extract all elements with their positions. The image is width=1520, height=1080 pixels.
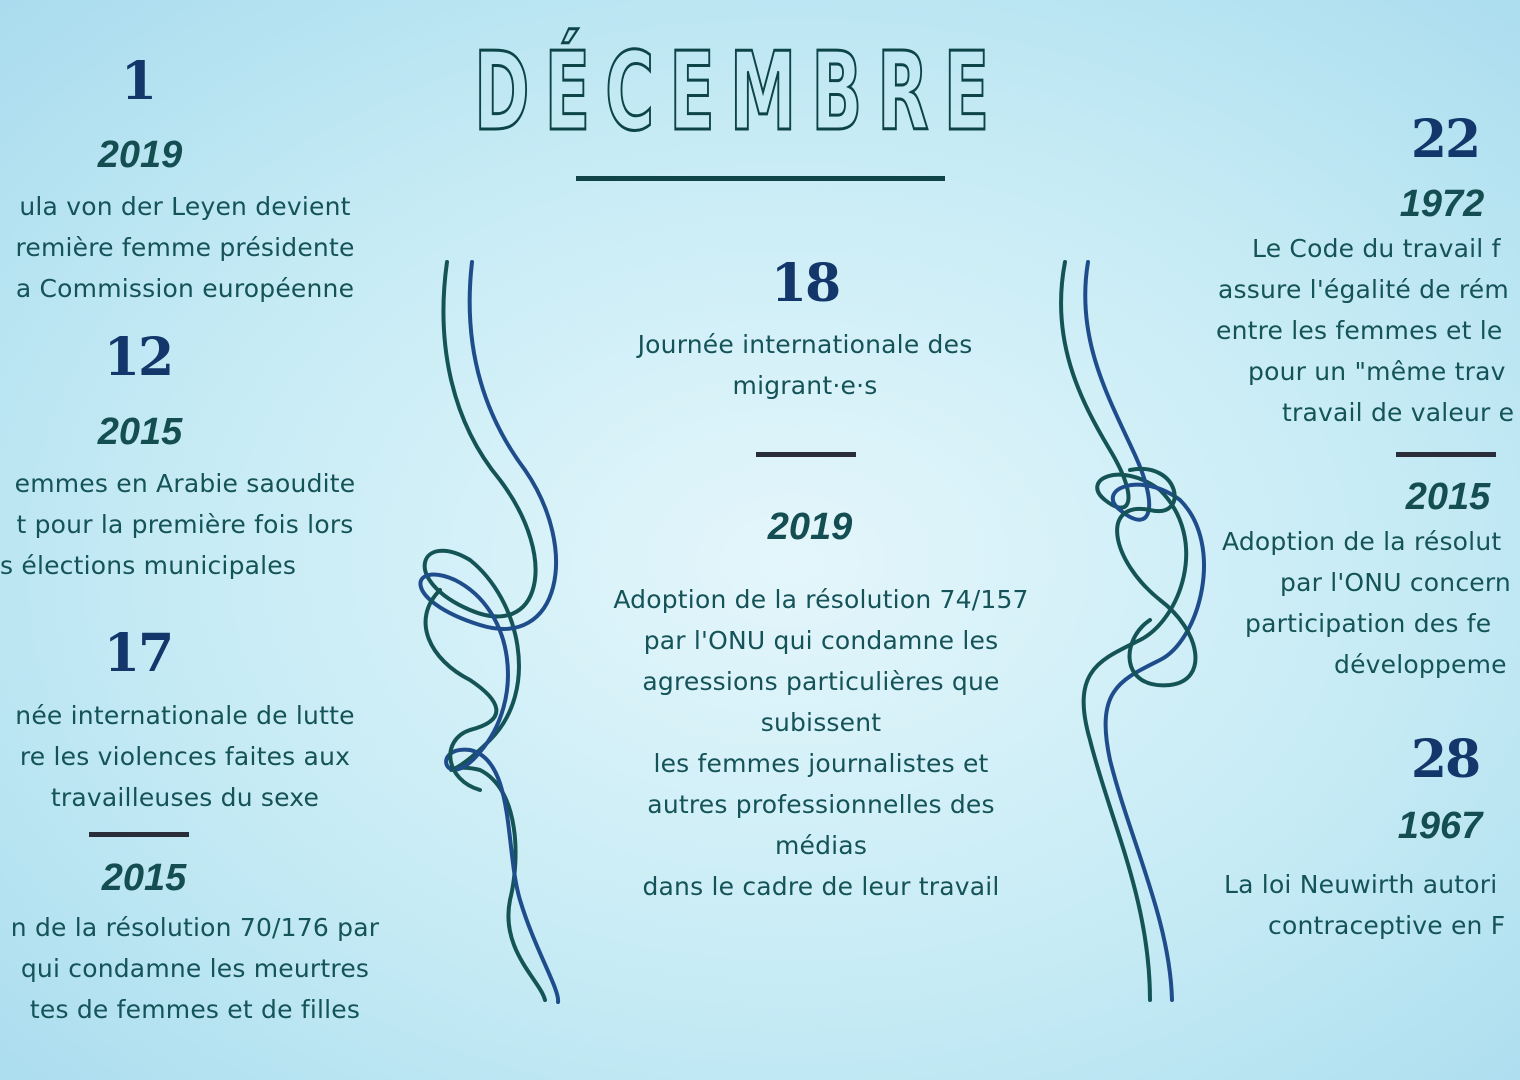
right-day-22: 22 (1410, 109, 1480, 170)
right-divider (1396, 452, 1496, 457)
left-year-1: 2019 (97, 134, 183, 176)
left-day-17: 17 (103, 623, 173, 684)
page-title: DÉCEMBRE (474, 30, 1005, 155)
right-desc-1: Le Code du travail f assure l'égalité de rém entre les femmes et le pour un "même trav travail de valeur e (1216, 234, 1515, 427)
right-desc-2: Adoption de la résolut par l'ONU concern participation des fe développeme (1222, 527, 1511, 679)
left-desc-4: n de la résolution 70/176 par qui condamne les meurtres tes de femmes et de filles (10, 913, 380, 1024)
left-desc-2: emmes en Arabie saoudite t pour la première fois lors s élections municipales (0, 469, 356, 580)
center-day-18: 18 (770, 253, 840, 314)
left-desc-1: ula von der Leyen devient remière femme présidente a Commission européenne (15, 192, 355, 303)
right-day-28: 28 (1410, 729, 1480, 790)
right-desc-3: La loi Neuwirth autori contraceptive en F (1224, 870, 1506, 940)
center-divider (756, 452, 856, 457)
left-desc-3: née internationale de lutte re les violences faites aux travailleuses du sexe (15, 701, 355, 812)
title-underline (576, 176, 945, 181)
center-year-2: 2019 (767, 506, 853, 548)
right-ribbon-teal (1061, 262, 1186, 1000)
center-desc-1: Journée internationale des migrant·e·s (637, 330, 973, 400)
left-year-4: 2015 (101, 857, 187, 899)
right-year-1: 1972 (1399, 183, 1485, 225)
left-ribbon-blue (420, 262, 558, 1002)
left-day-1: 1 (120, 51, 156, 112)
right-year-3: 1967 (1397, 805, 1483, 847)
left-year-2: 2015 (97, 411, 183, 453)
center-desc-2: Adoption de la résolution 74/157 par l'ONU qui condamne les agressions particulières que subissent les femmes journalistes et autres professionnelles des médias dans le cadre de leur travail (613, 585, 1029, 901)
right-year-2: 2015 (1405, 476, 1491, 518)
left-day-12: 12 (103, 327, 173, 388)
left-ribbon-teal (425, 262, 545, 1000)
left-divider (89, 832, 189, 837)
